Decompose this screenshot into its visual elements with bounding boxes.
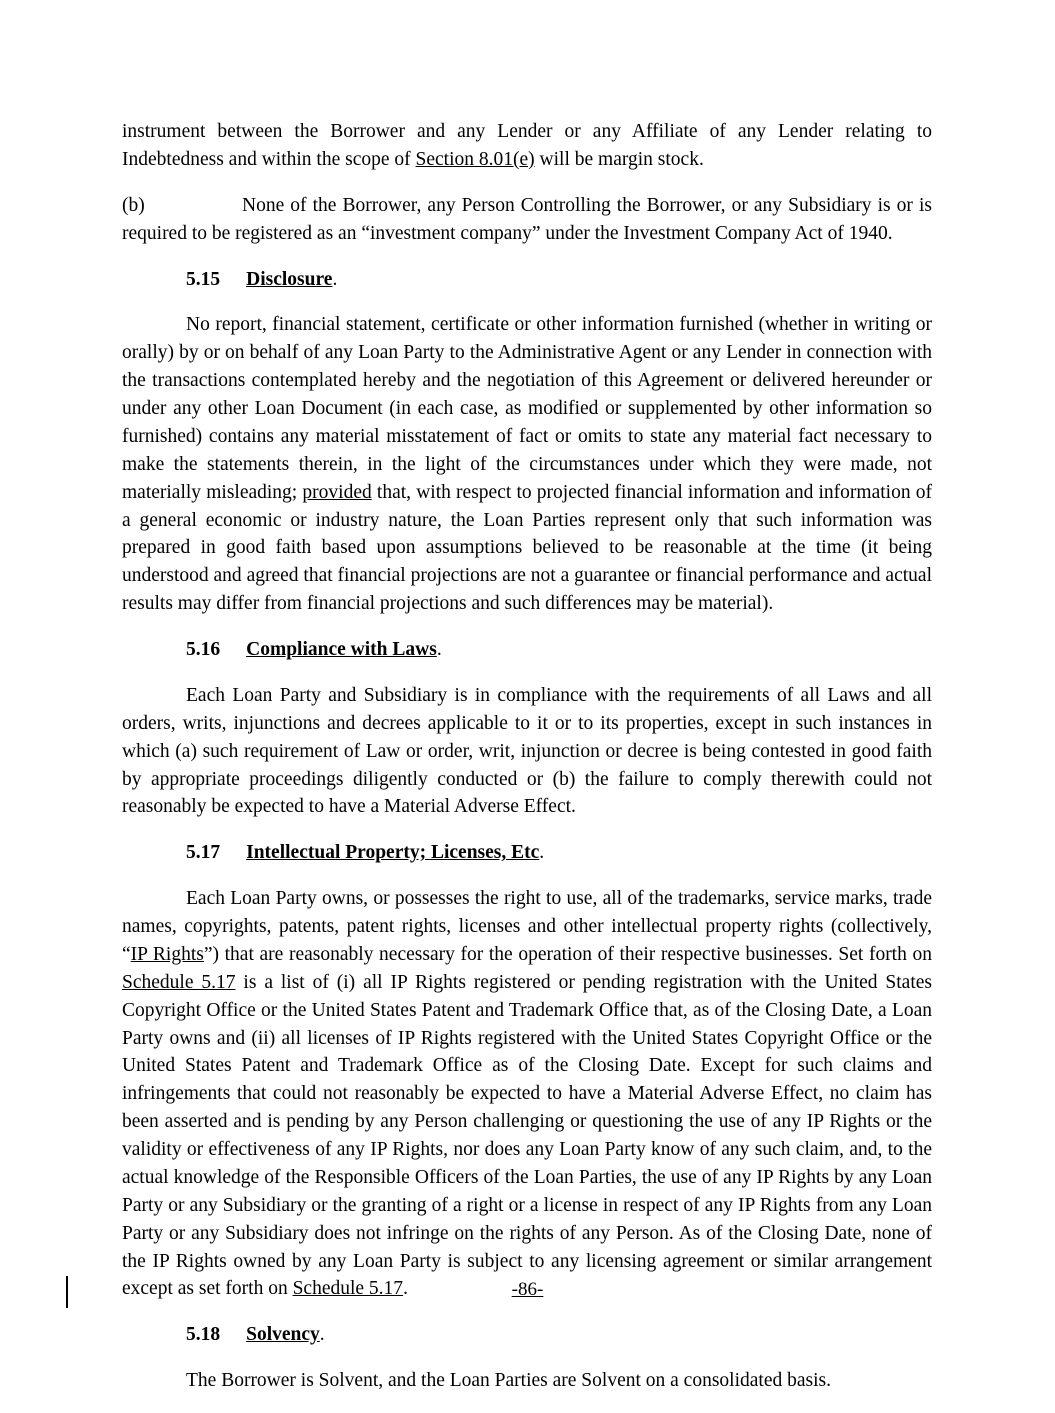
heading-5-17-number: 5.17 bbox=[186, 842, 221, 864]
heading-5-17-title: Intellectual Property; Licenses, Etc bbox=[246, 842, 540, 864]
heading-5-15 bbox=[122, 266, 932, 294]
heading-5-16-number: 5.16 bbox=[186, 639, 221, 660]
paragraph-5-16-seg-0: Each Loan Party and Subsidiary is in compliance with the requirements of all Laws and all orders, writs, injunctions and decrees applicable to it or to its properties, except in such instances in which (a) such requirement of Law or order, writ, injunction or decree is being contested in good faith by appropriate proceedings diligently conducted or (b) the failure to comply therewith could not reasonably be expected to have a Material Adverse Effect. bbox=[122, 684, 932, 818]
page-number: -86- bbox=[511, 1279, 544, 1300]
defined-term-ip-rights: IP Rights bbox=[130, 943, 204, 965]
heading-5-15-number: 5.15 bbox=[186, 268, 221, 290]
paragraph-5-17-seg-4: is a list of (i) all IP Rights registered or pending registration with the United States Copyright Office or the United States Patent and Trademark Office that, as of the Closing Date, a Loan Party owns and (ii) all licenses of IP Rights registered with the United States Copyright Office or the United States Patent and Trademark Office as of the Closing Date. Except for such claims and infringements that could not reasonably be expected to have a Material Adverse Effect, no claim has been asserted and is pending by any Person challenging or questioning the use of any IP Rights or the validity or effectiveness of any IP Rights, nor does any Loan Party know of any such claim, and, to the actual knowledge of the Responsible Officers of the Loan Parties, the use of any IP Rights by any Loan Party or any Subsidiary or the granting of a right or a license in respect of any IP Rights from any Loan Party or any Subsidiary does not infringe on the rights of any Person. As of the Closing Date, none of the IP Rights owned by any Loan Party is subject to any licensing agreement or similar arrangement except as set forth on bbox=[122, 971, 932, 1300]
heading-5-16-title: Compliance with Laws bbox=[246, 639, 437, 660]
paragraph-b-text: None of the Borrower, any Person Controlling the Borrower, or any Subsidiary is or is required to be registered as an “investment company” under the Investment Company Act of 1940. bbox=[122, 194, 932, 244]
paragraph-b-marker: (b) bbox=[122, 194, 145, 216]
page-footer bbox=[0, 1279, 1055, 1301]
heading-5-16-suffix: . bbox=[436, 639, 442, 660]
heading-5-18-number: 5.18 bbox=[186, 1324, 221, 1346]
paragraph-5-15-seg-0: No report, financial statement, certificate or other information furnished (whether in writing or orally) by or on behalf of any Loan Party to the Administrative Agent or any Lender in connection with the transactions contemplated hereby and the negotiation of this Agreement or delivered hereunder or under any other Loan Document (in each case, as modified or supplemented by other information so furnished) contains any material misstatement of fact or omits to state any material fact necessary to make the statements therein, in the light of the circumstances under which they were made, not materially misleading; bbox=[122, 314, 932, 503]
heading-5-18-title: Solvency bbox=[246, 1324, 320, 1346]
paragraph-continued bbox=[122, 118, 932, 174]
document-body bbox=[122, 118, 932, 1413]
paragraph-5-17-seg-6: . bbox=[403, 1278, 408, 1300]
paragraph-continued-text-before: instrument between the Borrower and any Lender or any Affiliate of any Lender relating to Indebtedness and within the scope of bbox=[122, 121, 932, 170]
cross-reference-schedule-5-17-first: Schedule 5.17 bbox=[122, 971, 236, 993]
paragraph-continued-text-after: will be margin stock. bbox=[534, 148, 704, 170]
heading-5-15-suffix: . bbox=[332, 268, 338, 290]
paragraph-5-16-body bbox=[122, 682, 932, 821]
paragraph-5-15-seg-1: provided bbox=[302, 481, 372, 503]
heading-5-15-title: Disclosure bbox=[246, 268, 333, 290]
cross-reference-schedule-5-17-second: Schedule 5.17 bbox=[292, 1278, 404, 1300]
paragraph-b bbox=[122, 192, 932, 248]
paragraph-5-17-seg-2: ”) that are reasonably necessary for the operation of their respective businesses. Set forth on bbox=[203, 943, 932, 965]
paragraph-5-17-body bbox=[122, 885, 932, 1303]
heading-5-17-suffix: . bbox=[539, 842, 545, 864]
heading-5-18-suffix: . bbox=[319, 1324, 325, 1346]
heading-5-16 bbox=[122, 636, 932, 664]
paragraph-5-15-seg-2: that, with respect to projected financial information and information of a general economic or industry nature, the Loan Parties represent only that such information was prepared in good faith based upon assumptions believed to be reasonable at the time (it being understood and agreed that financial projections are not a guarantee or financial performance and actual results may differ from financial projections and such differences may be material). bbox=[122, 481, 932, 615]
heading-5-18 bbox=[122, 1321, 932, 1349]
cross-reference-section-8-01-e: Section 8.01(e) bbox=[415, 148, 535, 170]
paragraph-5-18-seg-0: The Borrower is Solvent, and the Loan Parties are Solvent on a consolidated basis. bbox=[186, 1370, 831, 1392]
paragraph-5-17-seg-0: Each Loan Party owns, or possesses the right to use, all of the trademarks, service marks, trade names, copyrights, patents, patent rights, licenses and other intellectual property rights (collectively, “ bbox=[122, 888, 932, 965]
paragraph-5-15-body bbox=[122, 311, 932, 618]
paragraph-5-18-body bbox=[122, 1367, 932, 1395]
heading-5-17 bbox=[122, 839, 932, 867]
